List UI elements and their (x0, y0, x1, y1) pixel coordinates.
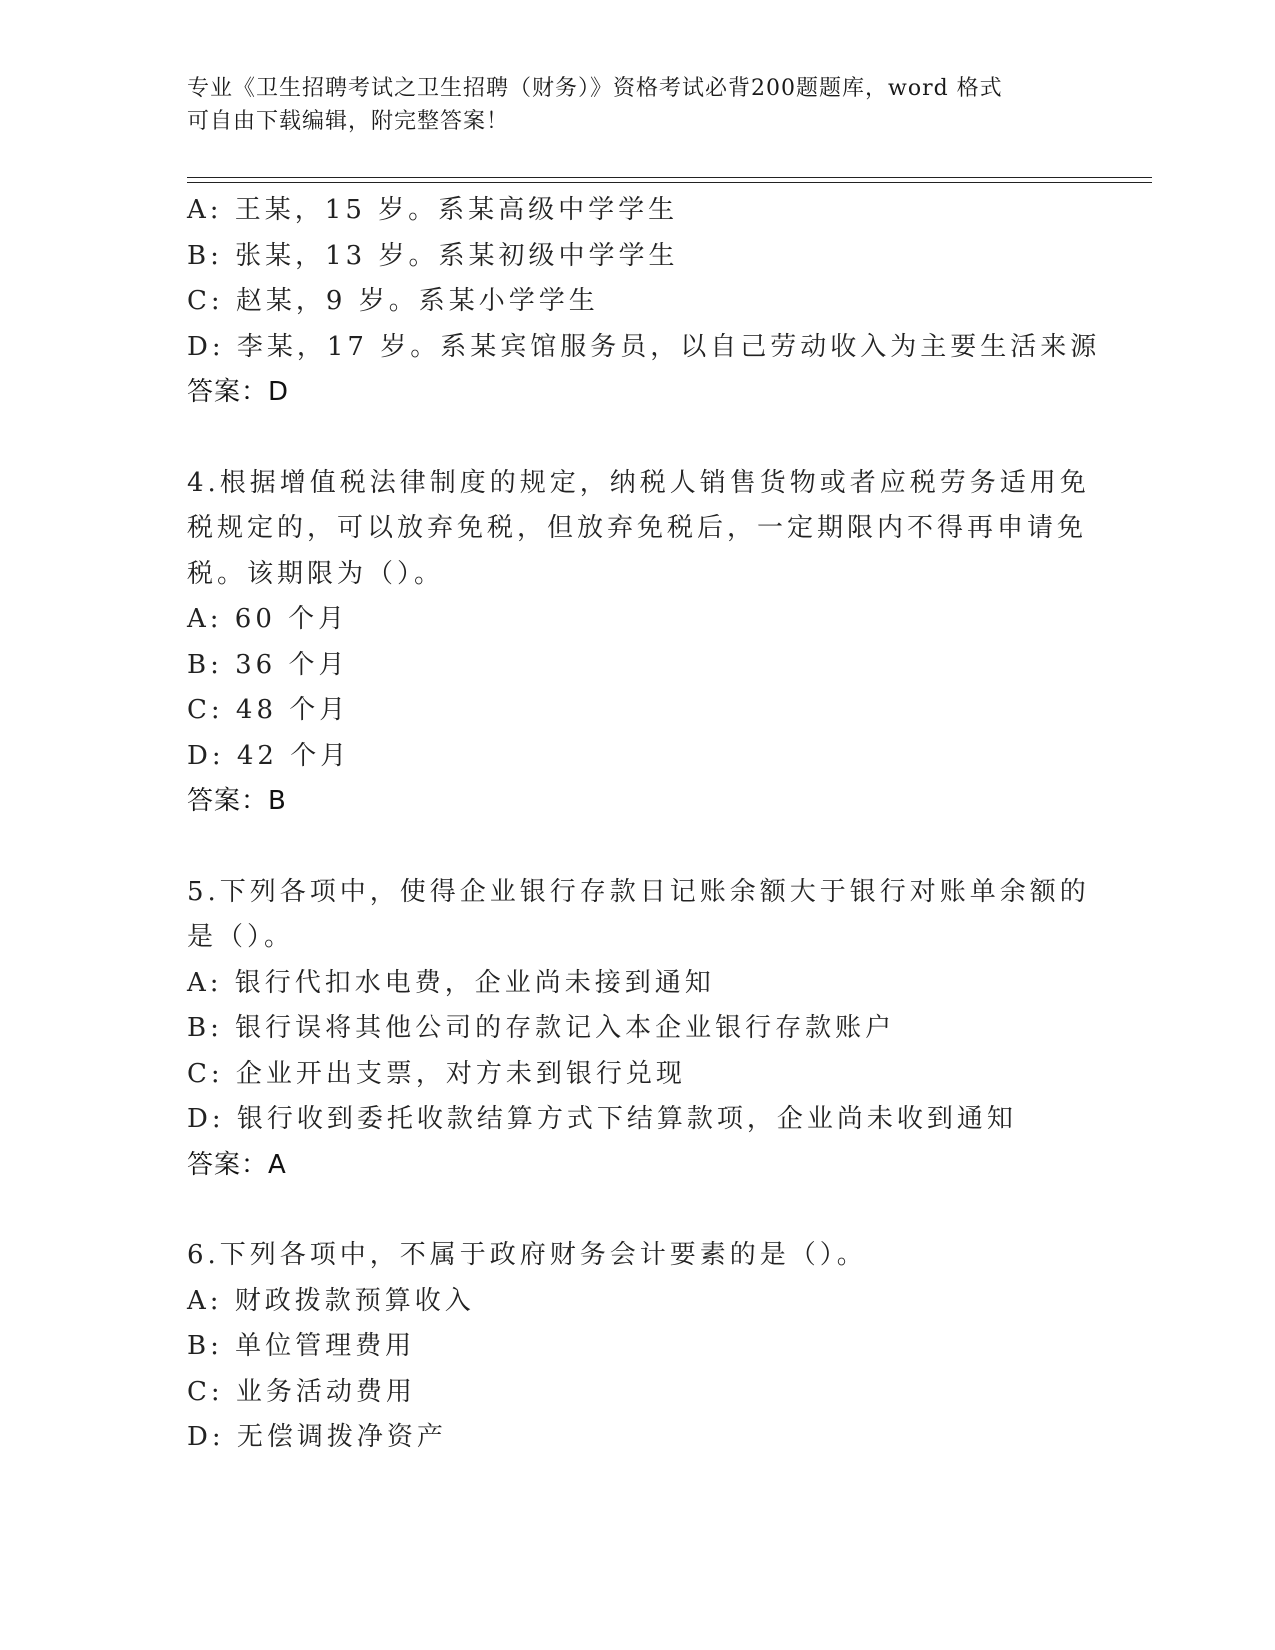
question-stem-line: 6.下列各项中，不属于政府财务会计要素的是（）。 (187, 1240, 867, 1270)
option-c: C: 赵某，9 岁。系某小学学生 (187, 286, 599, 316)
option-d: D: 42 个月 (187, 740, 351, 771)
option-b: B: 张某，13 岁。系某初级中学学生 (187, 240, 679, 271)
answer-label: 答案：B (187, 786, 287, 816)
header-title-line-2: 可自由下载编辑，附完整答案！ (187, 109, 510, 134)
option-a: A: 王某，15 岁。系某高级中学学生 (187, 195, 679, 225)
question-3 (187, 188, 1101, 416)
question-stem-line: 税规定的，可以放弃免税，但放弃免税后，一定期限内不得再申请免 (187, 513, 1088, 543)
option-b: B: 单位管理费用 (187, 1331, 416, 1361)
option-d: D: 银行收到委托收款结算方式下结算款项，企业尚未收到通知 (187, 1104, 1017, 1134)
question-5 (187, 870, 1090, 1189)
question-4 (187, 461, 1090, 825)
option-d: D: 李某，17 岁。系某宾馆服务员，以自己劳动收入为主要生活来源 (187, 331, 1101, 362)
document-body (187, 188, 1101, 1461)
document-header (187, 72, 1087, 138)
option-b: B: 银行误将其他公司的存款记入本企业银行存款账户 (187, 1013, 896, 1043)
option-c: C: 业务活动费用 (187, 1376, 416, 1407)
answer-label: 答案：A (187, 1149, 287, 1180)
question-stem-line: 税。该期限为（）。 (187, 558, 445, 589)
option-a: A: 60 个月 (187, 604, 349, 634)
option-b: B: 36 个月 (187, 649, 349, 680)
question-6 (187, 1233, 1067, 1461)
option-c: C: 企业开出支票，对方未到银行兑现 (187, 1058, 686, 1089)
question-stem-line: 是（）。 (187, 922, 295, 952)
question-stem-line: 5.下列各项中，使得企业银行存款日记账余额大于银行对账单余额的 (187, 876, 1090, 907)
option-a: A: 银行代扣水电费，企业尚未接到通知 (187, 967, 715, 998)
answer-label: 答案：D (187, 377, 290, 407)
option-d: D: 无偿调拨净资产 (187, 1422, 447, 1452)
header-rule-bottom (187, 182, 1152, 183)
header-title-line-1: 专业《卫生招聘考试之卫生招聘（财务）》资格考试必背200题题库，word 格式 (187, 76, 1003, 101)
question-stem-line: 4.根据增值税法律制度的规定，纳税人销售货物或者应税劳务适用免 (187, 467, 1090, 498)
header-rule-top (187, 177, 1152, 178)
option-c: C: 48 个月 (187, 695, 350, 725)
option-a: A: 财政拨款预算收入 (187, 1285, 475, 1316)
